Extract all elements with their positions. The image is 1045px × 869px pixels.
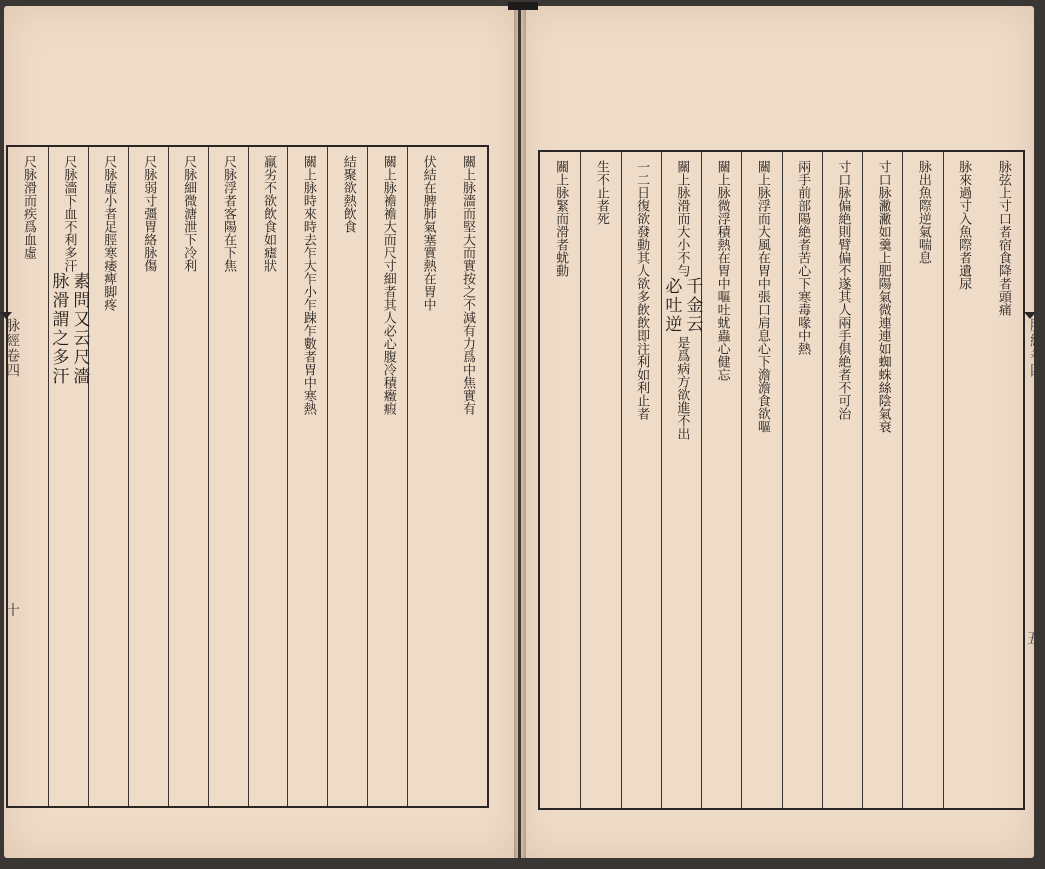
- right-column-10: [621, 152, 661, 808]
- column-text: 尺脉濇下血不利多汗: [61, 155, 77, 272]
- left-column-2: [407, 147, 447, 806]
- left-column-4: [327, 147, 367, 806]
- right-column-7: [741, 152, 781, 808]
- right-column-5: [822, 152, 862, 808]
- column-text: 關上脉緊而滑者蚘動: [553, 160, 569, 277]
- left-margin-label: 脉經卷四: [4, 318, 20, 378]
- column-text: 關上脉微浮積熱在胃中嘔吐蚘蟲心健忘: [714, 160, 730, 381]
- column-text: 脉出魚際逆氣喘息: [915, 160, 931, 264]
- column-text: 關上脉時來時去乍大乍小乍踈乍數者胃中寒熱: [300, 155, 316, 415]
- left-column-9: [128, 147, 168, 806]
- column-text: 羸劣不欲飲食如瘧狀: [260, 155, 276, 272]
- note-right-line: 素問又云尺濇: [69, 272, 90, 386]
- column-text: 脉弦上寸口者宿食降者頭痛: [995, 160, 1011, 316]
- column-text: 脉來過寸入魚際者遺尿: [956, 160, 972, 290]
- column-text: 尺脉虛小者足脛寒痿痺脚疼: [101, 155, 117, 311]
- binding-tab: [508, 2, 538, 10]
- left-column-11: [48, 147, 88, 806]
- column-text: 尺脉弱寸彊胃絡脉傷: [141, 155, 157, 272]
- right-text-frame: [538, 150, 1025, 810]
- column-text: 尺脉浮者客陽在下焦: [221, 155, 237, 272]
- right-page-number: 五: [1027, 631, 1041, 647]
- left-column-6: [248, 147, 288, 806]
- left-text-frame: [6, 145, 489, 808]
- note-left-line: 脉滑謂之多汗: [48, 272, 69, 386]
- column-text: 寸口脉偏絶則臂偏不遂其人兩手俱絶者不可治: [835, 160, 851, 420]
- right-fishtail-mark: [1024, 312, 1036, 319]
- column-text: 結聚欲熱飲食: [340, 155, 356, 233]
- column-text: 兩手前部陽絶者苦心下寒毒喙中熱: [795, 160, 811, 355]
- column-text: 尺脉滑而疾爲血虛: [20, 155, 36, 259]
- left-column-3: [367, 147, 407, 806]
- right-column-2: [943, 152, 983, 808]
- column-text: 關上脉滑而大小不勻: [674, 160, 690, 277]
- interlinear-note: [48, 272, 88, 386]
- left-column-7: [208, 147, 248, 806]
- note-right-line: 千金云: [682, 277, 703, 334]
- column-text: 生不止者死: [593, 160, 609, 225]
- left-page-number: 十: [6, 603, 20, 619]
- column-text: 關上脉浮而大風在胃中張口肩息心下澹澹食欲嘔: [754, 160, 770, 433]
- right-column-6: [782, 152, 822, 808]
- right-column-12: [540, 152, 580, 808]
- right-margin-label: 脉經卷四: [1028, 318, 1044, 378]
- interlinear-note: [661, 277, 701, 334]
- column-text-continued: 是爲病方欲進不出: [674, 336, 690, 440]
- book-gutter: [514, 6, 526, 858]
- column-text: 寸口脉潎潎如羹上肥陽氣微連連如蜘蛛絲陰氣衰: [875, 160, 891, 433]
- right-column-3: [902, 152, 942, 808]
- column-text: 關上脉襜襜大而尺寸細者其人必心腹冷積癥瘕: [380, 155, 396, 415]
- note-left-line: 必吐逆: [661, 277, 682, 334]
- left-column-8: [168, 147, 208, 806]
- left-column-12: [8, 147, 48, 806]
- left-column-1: [447, 147, 487, 806]
- right-column-11: [580, 152, 620, 808]
- column-text: 伏結在脾肺氣塞實熱在胃中: [420, 155, 436, 311]
- column-text: 一二日復欲發動其人欲多飲飲即注利如利止者: [634, 160, 650, 420]
- right-column-1: [983, 152, 1023, 808]
- left-column-5: [287, 147, 327, 806]
- column-text: 尺脉細微溏泄下冷利: [181, 155, 197, 272]
- right-column-9: [661, 152, 701, 808]
- column-text: 關上脉濇而堅大而實按之不減有力爲中焦實有: [460, 155, 476, 415]
- left-column-10: [88, 147, 128, 806]
- right-column-8: [701, 152, 741, 808]
- right-column-4: [862, 152, 902, 808]
